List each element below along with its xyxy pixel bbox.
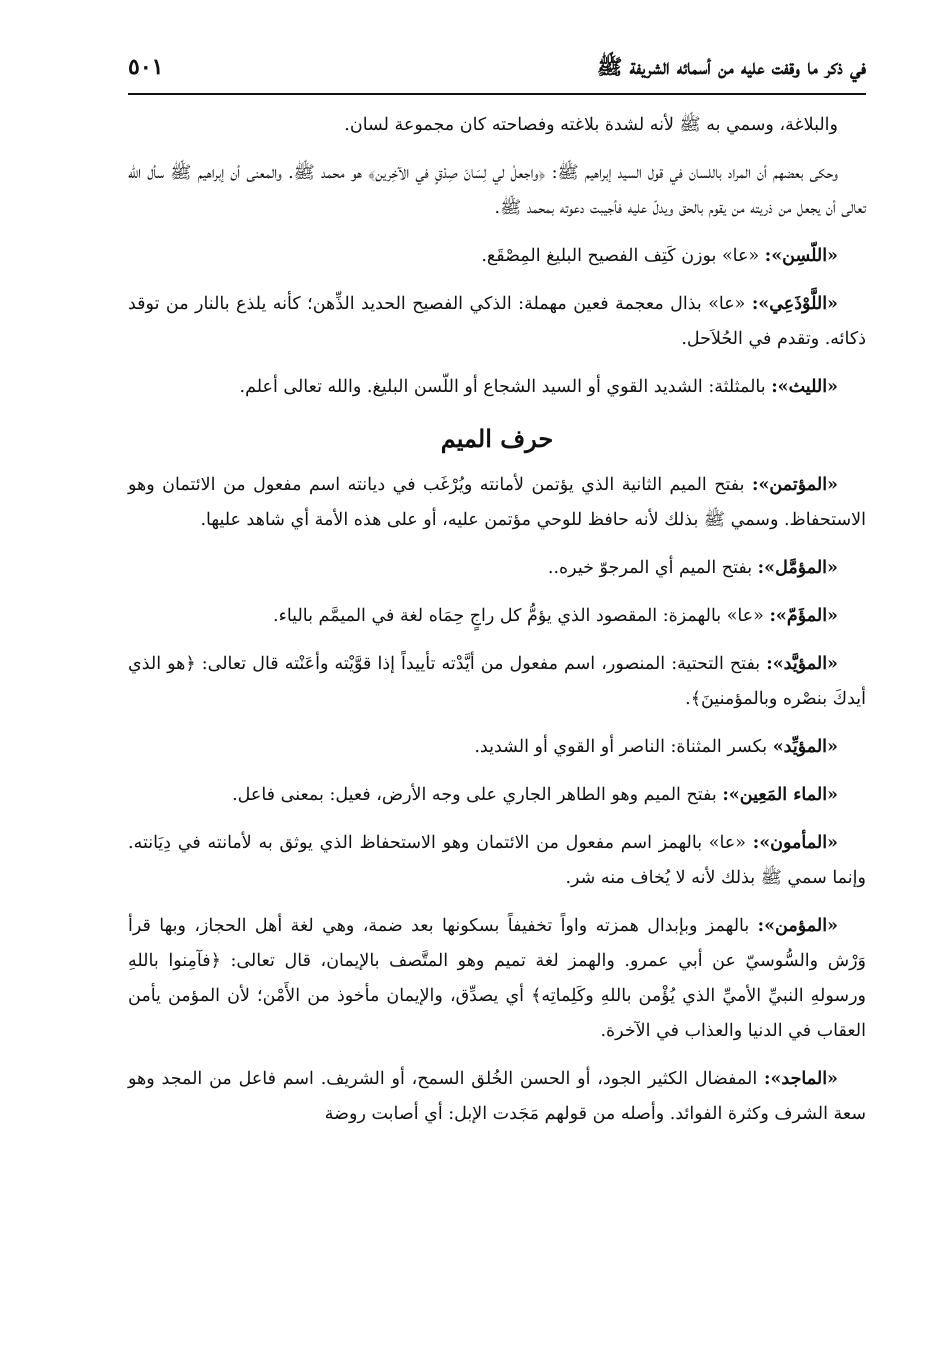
entry-almutaman <box>128 468 866 538</box>
entry-term: «الليث»: <box>771 377 838 397</box>
entry-almuayyad <box>128 647 866 717</box>
page-number: ٥٠١ <box>128 54 164 80</box>
entry-text: بفتح الميم وهو الطاهر الجاري على وجه الأرض، فعيل: بمعنى فاعل. <box>232 785 723 805</box>
entry-text: «عا» بوزن كَتِف الفصيح البليغ المِصْقَع. <box>481 246 765 266</box>
running-header-title: في ذكر ما وقفت عليه من أسمائه الشريفة ﷺ <box>596 54 866 79</box>
entry-text: بفتح الميم الثانية الذي يؤتمن لأمانته ويُرْغَب في ديانته اسم مفعول من الائتمان وهو الاستحفاظ. وسمي ﷺ بذلك لأنه حافظ للوحي مؤتمن عليه، أو على هذه الأمة أي شاهد عليها. <box>128 475 866 530</box>
entry-term: «المؤتمن»: <box>752 475 838 495</box>
commentary-paragraph <box>128 156 866 226</box>
section-heading: حرف الميم <box>440 424 554 453</box>
header-divider <box>128 93 866 95</box>
entry-term: «اللَّوْذَعِي»: <box>751 294 838 314</box>
running-header <box>128 48 866 90</box>
entry-almajid <box>128 1062 866 1132</box>
entry-text: بفتح الميم أي المرجوّ خيره.. <box>547 558 758 578</box>
entry-almaa-almain <box>128 778 866 813</box>
entry-allawdhai <box>128 287 866 357</box>
entry-almuamm <box>128 599 866 634</box>
entry-text: «عا» بالهمزة: المقصود الذي يؤمُّ كل راجٍ حِمَاه لغة في الميمَّم بالياء. <box>273 606 770 626</box>
page-body <box>128 108 866 1145</box>
entry-term: «الماء المَعِين»: <box>722 785 838 805</box>
entry-text: «عا» بذال معجمة فعين مهملة: الذكي الفصيح الحديد الذِّهن؛ كأنه يلذع بالنار من توقد ذكائه. وتقدم في الحُلاَحل. <box>128 294 866 349</box>
entry-text: بالهمز وبإبدال همزته واواً تخفيفاً بسكونها بعد ضمة، وهي لغة أهل الحجاز، وبها قرأ وَرْش والسُّوسيّ عن أبي عمرو. والهمز لغة تميم وهو المتَّصف بالإيمان، قال تعالى: ﴿فآمِنوا باللهِ ورسولهِ النبيِّ الأميِّ الذي يُؤْمن باللهِ وكَلِماتِه﴾ أي يصدِّق، والإيمان مأخوذ من الأَمْن؛ لأن المؤمن يأمن العقاب في الدنيا والعذاب في الآخرة. <box>128 916 866 1041</box>
entry-term: «المؤيَّد»: <box>766 654 838 674</box>
continuation-paragraph <box>128 108 866 143</box>
entry-text: والبلاغة، وسمي به ﷺ لأنه لشدة بلاغته وفصاحته كان مجموعة لسان. <box>344 115 838 135</box>
entry-term: «اللّسِن»: <box>764 246 838 266</box>
entry-text: «عا» بالهمز اسم مفعول من الائتمان وهو الاستحفاظ الذي يوثق به لأمانته في دِيَانته. وإنما سمي ﷺ بذلك لأنه لا يُخاف منه شر. <box>128 833 866 888</box>
entry-almuayyid <box>128 730 866 765</box>
entry-allisin <box>128 239 866 274</box>
entry-term: «المؤيِّد» <box>772 737 838 757</box>
entry-term: «المؤَمّ»: <box>769 606 838 626</box>
entry-text: وحكى بعضهم أن المراد باللسان في قول السيد إبراهيم ﷺ: ﴿واجعلْ لي لِسَانَ صِدْقٍ في الآخِرين﴾ هو محمد ﷺ. والمعنى أن إبراهيم ﷺ سأل الله تعالى أن يجعل من ذريته من يقوم بالحق ويدلّ عليه فأجيبت دعوته بمحمد ﷺ. <box>128 163 866 218</box>
entry-text: بكسر المثناة: الناصر أو القوي أو الشديد. <box>474 737 773 757</box>
entry-term: «المؤمَّل»: <box>757 558 838 578</box>
entry-text: بفتح التحتية: المنصور، اسم مفعول من أيَّدْته تأييداً إذا قوَّيْته وأعَنْته قال تعالى: ﴿هو الذي أيدكَ بنصْره وبالمؤمنينَ﴾. <box>128 654 866 709</box>
entry-term: «الماجد»: <box>764 1069 838 1089</box>
entry-text: المفضال الكثير الجود، أو الحسن الخُلق السمح، أو الشريف. اسم فاعل من المجد وهو سعة الشرف وكثرة الفوائد. وأصله من قولهم مَجَدت الإبل: أي أصابت روضة <box>128 1069 866 1124</box>
entry-term: «المؤمن»: <box>757 916 838 936</box>
entry-almuammal <box>128 551 866 586</box>
entry-allayth <box>128 370 866 405</box>
entry-text: بالمثلثة: الشديد القوي أو السيد الشجاع أو اللّسن البليغ. والله تعالى أعلم. <box>239 377 772 397</box>
entry-almumin <box>128 909 866 1049</box>
entry-term: «المأمون»: <box>752 833 838 853</box>
entry-almamun <box>128 826 866 896</box>
